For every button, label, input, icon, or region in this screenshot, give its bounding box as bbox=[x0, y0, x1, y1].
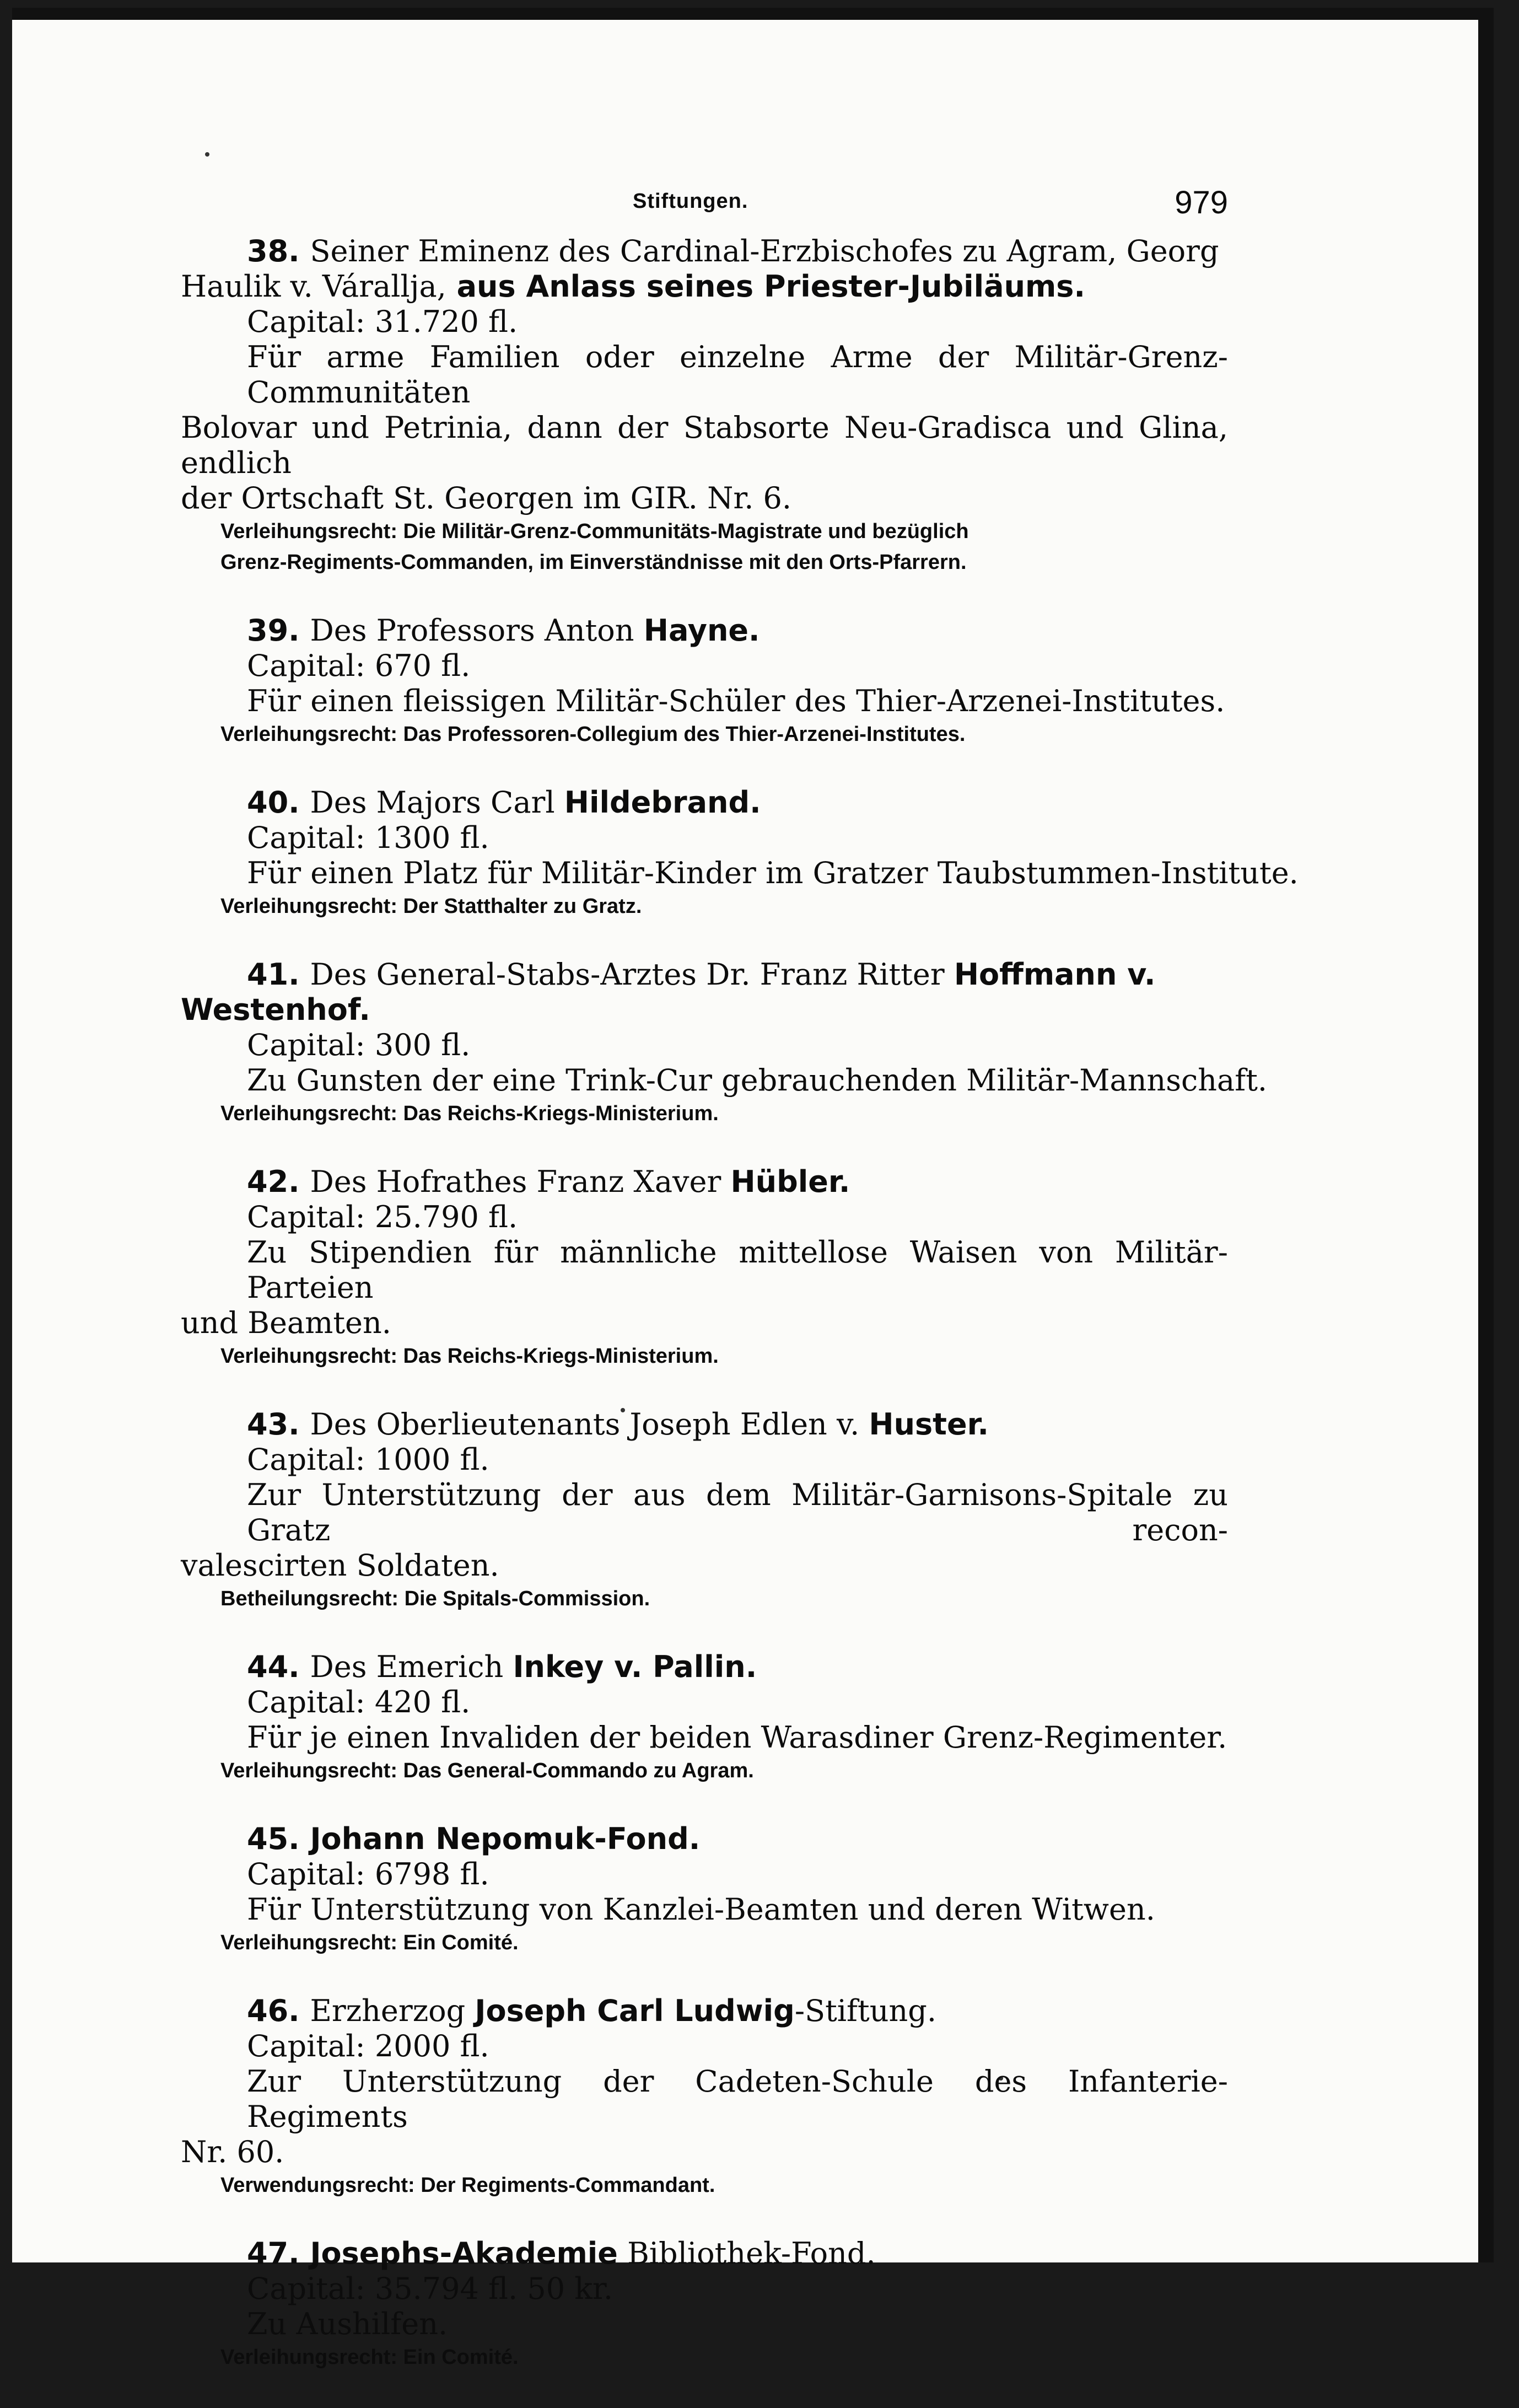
entry-heading bbox=[181, 2236, 1228, 2271]
page-text bbox=[181, 184, 1299, 2408]
entry-number: 46. bbox=[247, 1993, 310, 2028]
award-right: Verleihungsrecht: Das Reichs-Kriegs-Ministerium. bbox=[220, 1102, 719, 1125]
entry-number: 40. bbox=[247, 785, 310, 820]
entry-text: Des Hofrathes Franz Xaver bbox=[310, 1164, 731, 1199]
entry-number: 38. bbox=[247, 234, 310, 268]
capital-amount: Capital: 420 fl. bbox=[247, 1685, 471, 1719]
entry-list bbox=[181, 234, 1299, 2373]
purpose-text: valescirten Soldaten. bbox=[181, 1548, 499, 1583]
purpose-text: Zu Gunsten der eine Trink-Cur gebrauchenden Militär-Mannschaft. bbox=[247, 1063, 1268, 1098]
capital-amount: Capital: 1000 fl. bbox=[247, 1442, 489, 1477]
running-header bbox=[181, 184, 1228, 234]
purpose-text: Für einen Platz für Militär-Kinder im Gratzer Taubstummen-Institute. bbox=[247, 856, 1299, 890]
capital-amount: Capital: 2000 fl. bbox=[247, 2029, 489, 2063]
purpose-text: Nr. 60. bbox=[181, 2135, 284, 2169]
page-number: 979 bbox=[1175, 185, 1228, 221]
stiftung-entry bbox=[181, 1821, 1228, 1958]
entry-text: Des Oberlieutenants Joseph Edlen v. bbox=[310, 1407, 869, 1442]
entry-number: 41. bbox=[247, 957, 310, 992]
founder-name: Josephs-Akademie bbox=[310, 2236, 618, 2271]
award-right: Verleihungsrecht: Ein Comité. bbox=[220, 2346, 519, 2369]
capital-amount: Capital: 1300 fl. bbox=[247, 820, 489, 855]
entry-text: Des Majors Carl bbox=[310, 785, 564, 820]
purpose-text: Zu Aushilfen. bbox=[247, 2307, 448, 2341]
purpose-text: und Beamten. bbox=[181, 1305, 391, 1340]
entry-text: -Stiftung. bbox=[794, 1993, 937, 2028]
entry-heading bbox=[181, 1649, 1228, 1685]
capital-amount: Capital: 670 fl. bbox=[247, 648, 471, 683]
founder-name: Westenhof. bbox=[181, 992, 370, 1027]
capital-amount: Capital: 31.720 fl. bbox=[247, 304, 518, 339]
entry-text: Des Emerich bbox=[310, 1649, 513, 1684]
award-right: Verleihungsrecht: Die Militär-Grenz-Communitäts-Magistrate und bezüglich bbox=[220, 520, 969, 543]
entry-text: Seiner Eminenz des Cardinal-Erzbischofes zu Agram, Georg bbox=[310, 234, 1219, 268]
founder-name: Inkey v. Pallin. bbox=[513, 1649, 757, 1684]
header-title: Stiftungen. bbox=[633, 190, 748, 213]
entry-text: Des General-Stabs-Arztes Dr. Franz Ritter bbox=[310, 957, 954, 992]
entry-text: Des Professors Anton bbox=[310, 613, 644, 648]
entry-text: Bibliothek-Fond. bbox=[617, 2236, 876, 2271]
entry-number: 43. bbox=[247, 1407, 310, 1442]
purpose-text: Für einen fleissigen Militär-Schüler des Thier-Arzenei-Institutes. bbox=[247, 684, 1225, 718]
stiftung-entry bbox=[181, 613, 1228, 750]
award-right: Betheilungsrecht: Die Spitals-Commission. bbox=[220, 1587, 650, 1610]
award-right: Verleihungsrecht: Der Statthalter zu Gratz. bbox=[220, 895, 642, 918]
entry-heading bbox=[181, 234, 1228, 269]
founder-name: Hildebrand. bbox=[564, 785, 761, 820]
entry-text: Haulik v. Várallja, bbox=[181, 269, 446, 304]
stiftung-entry bbox=[181, 957, 1268, 1129]
stiftung-entry bbox=[181, 1407, 1228, 1614]
stiftung-entry bbox=[181, 1649, 1228, 1786]
entry-heading-cont bbox=[181, 992, 1228, 1028]
scan-edge-top bbox=[12, 8, 1494, 20]
award-right: Verwendungsrecht: Der Regiments-Commandant. bbox=[220, 2174, 715, 2197]
award-right: Verleihungsrecht: Ein Comité. bbox=[220, 1931, 519, 1954]
entry-heading bbox=[181, 1821, 1228, 1857]
stiftung-entry bbox=[181, 1164, 1228, 1372]
stiftung-entry bbox=[181, 234, 1228, 578]
capital-amount: Capital: 6798 fl. bbox=[247, 1857, 489, 1891]
entry-number: 42. bbox=[247, 1164, 310, 1199]
capital-amount: Capital: 300 fl. bbox=[247, 1028, 471, 1062]
capital-amount: Capital: 25.790 fl. bbox=[247, 1200, 518, 1234]
entry-heading-cont bbox=[181, 269, 1228, 304]
purpose-text: Für arme Familien oder einzelne Arme der Militär-Grenz-Communitäten bbox=[247, 340, 1228, 410]
entry-number: 47. bbox=[247, 2236, 310, 2271]
stiftung-entry bbox=[181, 785, 1299, 922]
entry-heading bbox=[181, 1407, 1228, 1442]
entry-heading bbox=[181, 613, 1228, 648]
stiftung-entry bbox=[181, 2236, 1228, 2373]
entry-number: 45. bbox=[247, 1821, 310, 1856]
capital-amount: Capital: 35.794 fl. 50 kr. bbox=[247, 2271, 613, 2306]
stiftung-entry bbox=[181, 1993, 1228, 2201]
founder-name: Hübler. bbox=[730, 1164, 850, 1199]
entry-heading bbox=[181, 957, 1228, 992]
award-right: Verleihungsrecht: Das Professoren-Collegium des Thier-Arzenei-Institutes. bbox=[220, 723, 966, 746]
book-page bbox=[12, 8, 1494, 2369]
founder-name: Joseph Carl Ludwig bbox=[475, 1993, 795, 2028]
ink-speck bbox=[205, 152, 209, 157]
entry-number: 39. bbox=[247, 613, 310, 648]
purpose-text: Bolovar und Petrinia, dann der Stabsorte Neu-Gradisca und Glina, endlich bbox=[181, 410, 1228, 480]
entry-heading bbox=[181, 785, 1228, 820]
founder-name: Huster. bbox=[869, 1407, 989, 1442]
purpose-text: Zur Unterstützung der aus dem Militär-Garnisons-Spitale zu Gratz recon- bbox=[247, 1477, 1228, 1547]
founder-name: Johann Nepomuk-Fond. bbox=[310, 1821, 701, 1856]
purpose-text: Für je einen Invaliden der beiden Warasdiner Grenz-Regimenter. bbox=[247, 1720, 1227, 1755]
founder-name: aus Anlass seines Priester-Jubiläums. bbox=[446, 269, 1085, 304]
entry-number: 44. bbox=[247, 1649, 310, 1684]
award-right: Grenz-Regiments-Commanden, im Einverständnisse mit den Orts-Pfarrern. bbox=[220, 551, 967, 574]
purpose-text: Zu Stipendien für männliche mittellose Waisen von Militär-Parteien bbox=[247, 1235, 1228, 1305]
scan-edge-right bbox=[1478, 8, 1494, 2262]
purpose-text: Zur Unterstützung der Cadeten-Schule des Infanterie-Regiments bbox=[247, 2064, 1228, 2134]
award-right: Verleihungsrecht: Das Reichs-Kriegs-Ministerium. bbox=[220, 1345, 719, 1368]
entry-heading bbox=[181, 1993, 1228, 2029]
founder-name: Hoffmann v. bbox=[954, 957, 1156, 992]
purpose-text: Für Unterstützung von Kanzlei-Beamten und deren Witwen. bbox=[247, 1892, 1155, 1927]
purpose-text: der Ortschaft St. Georgen im GIR. Nr. 6. bbox=[181, 481, 792, 515]
entry-heading bbox=[181, 1164, 1228, 1200]
entry-text: Erzherzog bbox=[310, 1993, 475, 2028]
founder-name: Hayne. bbox=[643, 613, 760, 648]
award-right: Verleihungsrecht: Das General-Commando zu Agram. bbox=[220, 1759, 754, 1782]
